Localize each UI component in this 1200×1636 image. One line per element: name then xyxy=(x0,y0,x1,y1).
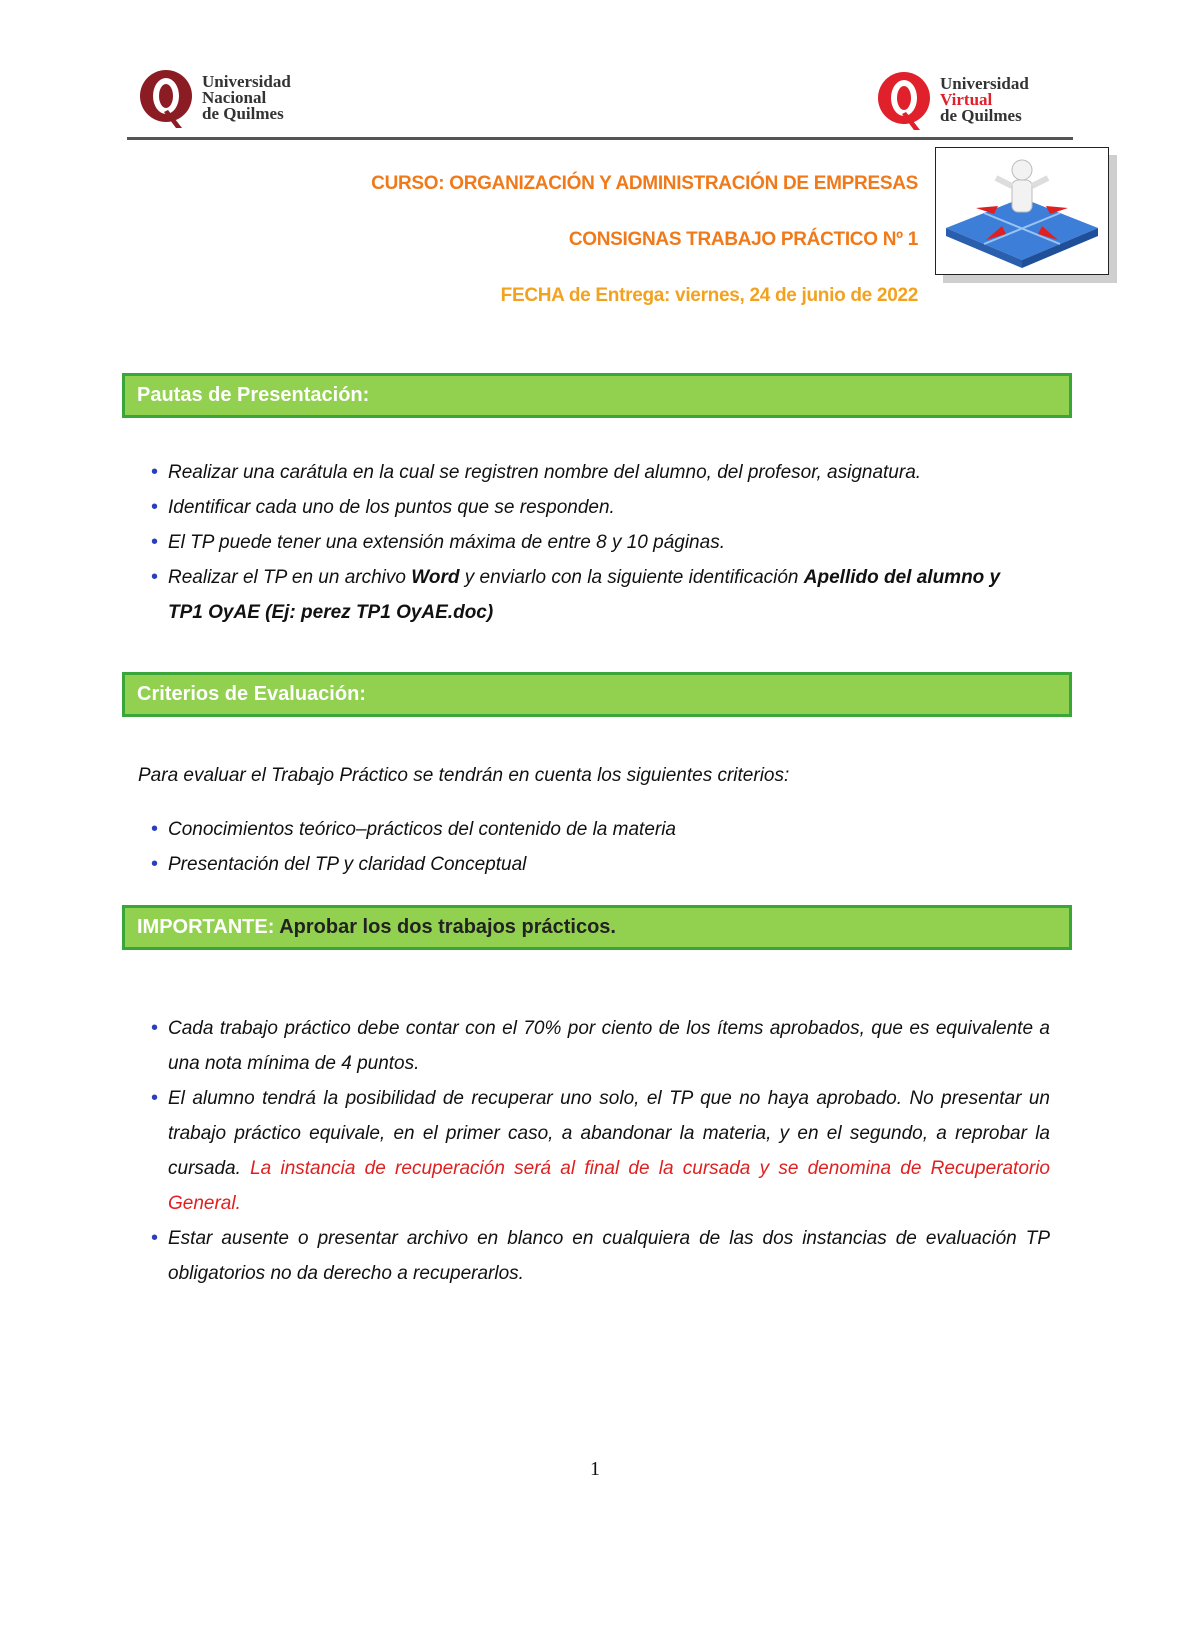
uvq-logo-icon xyxy=(876,68,936,132)
unq-logo xyxy=(138,66,291,130)
section-importante-header xyxy=(122,905,1072,950)
unq-logo-line1: Universidad xyxy=(202,72,291,91)
item2-text: El alumno tendrá la posibilidad de recuperar uno solo, el TP que no haya aprobado. No presentar un trabajo práctico equivale, en el primer caso, a abandonar la materia, y en el segundo, a reprobar la cursada. xyxy=(168,1088,1050,1179)
uvq-logo xyxy=(876,68,1029,132)
list-item: • Presentación del TP y claridad Conceptual xyxy=(122,847,1022,882)
item4-filename: Apellido del alumno y TP1 OyAE (Ej: perez TP1 OyAE.doc) xyxy=(168,567,1001,623)
uvq-logo-line3: de Quilmes xyxy=(940,106,1022,125)
uvq-logo-line2: Virtual xyxy=(940,90,993,109)
section-criterios-header xyxy=(122,672,1072,717)
pautas-list xyxy=(122,455,1022,630)
puzzle-illustration xyxy=(935,147,1109,275)
section-pautas-title: Pautas de Presentación: xyxy=(137,384,370,406)
course-title: CURSO: ORGANIZACIÓN Y ADMINISTRACIÓN DE EMPRESAS xyxy=(371,173,918,194)
puzzle-person-icon xyxy=(936,148,1108,274)
section-pautas-header xyxy=(122,373,1072,418)
list-item: • Conocimientos teórico–prácticos del contenido de la materia xyxy=(122,812,1022,847)
list-item: • El TP puede tener una extensión máxima de entre 8 y 10 páginas. xyxy=(122,525,1022,560)
importante-label: IMPORTANTE: xyxy=(137,916,275,938)
list-item: • Estar ausente o presentar archivo en blanco en cualquiera de las dos instancias de evaluación TP obligatorios no da derecho a recuperarlos. xyxy=(122,1221,1050,1291)
list-item: • Cada trabajo práctico debe contar con el 70% por ciento de los ítems aprobados, que es equivalente a una nota mínima de 4 puntos. xyxy=(122,1011,1050,1081)
list-item xyxy=(122,1081,1050,1221)
list-item xyxy=(122,560,1022,630)
item4-part2: y enviarlo con la siguiente identificación xyxy=(459,567,804,588)
header-rule xyxy=(127,137,1073,140)
importante-list xyxy=(122,1011,1050,1291)
list-item: • Identificar cada uno de los puntos que se responden. xyxy=(122,490,1022,525)
assignment-title: CONSIGNAS TRABAJO PRÁCTICO Nº 1 xyxy=(568,229,918,250)
page-number: 1 xyxy=(590,1458,600,1480)
criterios-list xyxy=(122,812,1022,882)
criterios-intro: Para evaluar el Trabajo Práctico se tendrán en cuenta los siguientes criterios: xyxy=(138,765,790,786)
item4-part1: Realizar el TP en un archivo xyxy=(168,567,412,588)
unq-logo-line3: de Quilmes xyxy=(202,104,284,123)
unq-logo-line2: Nacional xyxy=(202,88,267,107)
list-item: • Realizar una carátula en la cual se registren nombre del alumno, del profesor, asignatura. xyxy=(122,455,1022,490)
due-date: FECHA de Entrega: viernes, 24 de junio de 2022 xyxy=(500,285,918,306)
importante-title: Aprobar los dos trabajos prácticos. xyxy=(274,916,616,938)
section-criterios-title: Criterios de Evaluación: xyxy=(137,683,366,705)
item4-word: Word xyxy=(411,567,460,588)
item2-red-text: La instancia de recuperación será al final de la cursada y se denomina de Recuperatorio General. xyxy=(168,1158,1050,1214)
uvq-logo-line1: Universidad xyxy=(940,74,1029,93)
unq-logo-icon xyxy=(138,66,198,130)
